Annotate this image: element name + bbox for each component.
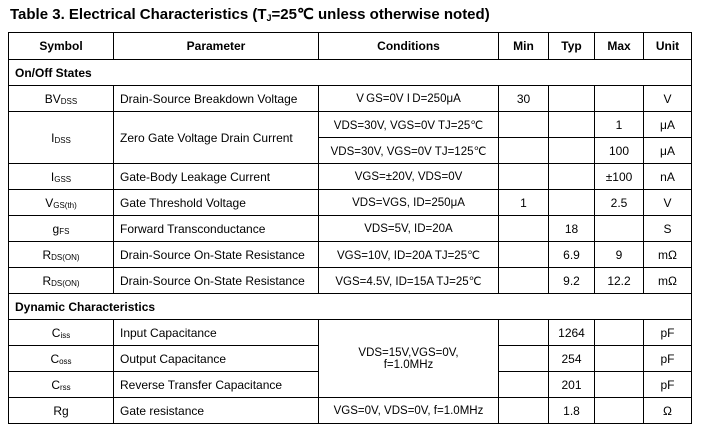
typ-cell: 1264	[549, 320, 595, 346]
max-cell	[595, 346, 644, 372]
conditions-line-1: VDS=15V,VGS=0V,	[358, 346, 459, 359]
table-caption	[10, 5, 490, 23]
typ-cell: 254	[549, 346, 595, 372]
symbol-cell	[9, 190, 114, 216]
conditions-line-2: f=1.0MHz	[383, 358, 434, 371]
min-cell	[499, 320, 549, 346]
typ-cell	[549, 190, 595, 216]
parameter-cell: Gate Threshold Voltage	[114, 190, 319, 216]
table-row-idss-1	[9, 112, 692, 138]
unit-cell: pF	[644, 372, 692, 398]
parameter-cell: Input Capacitance	[114, 320, 319, 346]
unit-cell: S	[644, 216, 692, 242]
table-row-bvdss	[9, 86, 692, 112]
symbol-cell	[9, 372, 114, 398]
unit-cell: pF	[644, 320, 692, 346]
typ-cell	[549, 164, 595, 190]
min-cell	[499, 216, 549, 242]
parameter-cell: Output Capacitance	[114, 346, 319, 372]
conditions-cell: VGS=±20V, VDS=0V	[319, 164, 499, 190]
header-unit: Unit	[644, 33, 692, 60]
typ-cell: 18	[549, 216, 595, 242]
parameter-cell: Gate resistance	[114, 398, 319, 424]
max-cell	[595, 372, 644, 398]
table-row-rg	[9, 398, 692, 424]
max-cell	[595, 320, 644, 346]
conditions-cell: VDS=30V, VGS=0V TJ=125℃	[319, 138, 499, 164]
caption-subscript: J	[266, 13, 272, 23]
unit-cell: V	[644, 190, 692, 216]
table-row-igss	[9, 164, 692, 190]
typ-cell: 9.2	[549, 268, 595, 294]
max-cell	[595, 86, 644, 112]
typ-cell: 6.9	[549, 242, 595, 268]
unit-cell: μA	[644, 112, 692, 138]
symbol-text: C	[50, 351, 60, 366]
typ-cell	[549, 112, 595, 138]
conditions-cell: VDS=VGS, ID=250μA	[319, 190, 499, 216]
conditions-cell: VDS=5V, ID=20A	[319, 216, 499, 242]
symbol-subscript: DSS	[60, 96, 78, 106]
table-row-rdson-1	[9, 242, 692, 268]
table-row-rdson-2	[9, 268, 692, 294]
parameter-cell: Drain-Source Breakdown Voltage	[114, 86, 319, 112]
symbol-text: C	[51, 325, 61, 340]
header-max: Max	[595, 33, 644, 60]
max-cell	[595, 216, 644, 242]
symbol-subscript: DS(ON)	[51, 252, 80, 262]
symbol-cell	[9, 86, 114, 112]
min-cell	[499, 268, 549, 294]
min-cell	[499, 112, 549, 138]
max-cell: 9	[595, 242, 644, 268]
parameter-cell: Drain-Source On-State Resistance	[114, 242, 319, 268]
parameter-cell: Forward Transconductance	[114, 216, 319, 242]
parameter-cell: Drain-Source On-State Resistance	[114, 268, 319, 294]
symbol-subscript: oss	[59, 356, 72, 366]
section-row-onoff	[9, 60, 692, 86]
symbol-subscript: GS(th)	[53, 200, 77, 210]
max-cell: 1	[595, 112, 644, 138]
caption-prefix: Table 3. Electrical Characteristics (T	[10, 6, 267, 23]
symbol-subscript: iss	[60, 330, 71, 340]
symbol-cell	[9, 346, 114, 372]
symbol-subscript: FS	[59, 226, 70, 236]
symbol-cell	[9, 242, 114, 268]
conditions-cell-capacitance	[319, 320, 499, 398]
typ-cell: 201	[549, 372, 595, 398]
min-cell	[499, 346, 549, 372]
conditions-cell: V GS=0V I D=250μA	[319, 86, 499, 112]
max-cell	[595, 398, 644, 424]
section-title-onoff: On/Off States	[9, 60, 692, 86]
min-cell	[499, 372, 549, 398]
max-cell: 12.2	[595, 268, 644, 294]
symbol-subscript: rss	[60, 382, 71, 392]
conditions-cell: VDS=30V, VGS=0V TJ=25℃	[319, 112, 499, 138]
max-cell: 2.5	[595, 190, 644, 216]
unit-cell: Ω	[644, 398, 692, 424]
symbol-cell	[9, 320, 114, 346]
conditions-cell: VGS=4.5V, ID=15A TJ=25℃	[319, 268, 499, 294]
symbol-cell	[9, 164, 114, 190]
parameter-cell: Gate-Body Leakage Current	[114, 164, 319, 190]
caption-suffix: =25℃ unless otherwise noted)	[271, 6, 490, 23]
parameter-cell: Zero Gate Voltage Drain Current	[114, 112, 319, 164]
unit-cell: pF	[644, 346, 692, 372]
min-cell	[499, 242, 549, 268]
unit-cell: mΩ	[644, 242, 692, 268]
symbol-subscript: DS(ON)	[51, 278, 80, 288]
symbol-subscript: GSS	[54, 174, 72, 184]
symbol-cell	[9, 112, 114, 164]
min-cell: 30	[499, 86, 549, 112]
table-row-ciss	[9, 320, 692, 346]
symbol-text: g	[52, 221, 60, 236]
symbol-text: R	[42, 273, 52, 288]
header-conditions: Conditions	[319, 33, 499, 60]
conditions-cell: VGS=10V, ID=20A TJ=25℃	[319, 242, 499, 268]
unit-cell: μA	[644, 138, 692, 164]
min-cell	[499, 164, 549, 190]
symbol-cell	[9, 268, 114, 294]
symbol-text: BV	[44, 91, 61, 106]
conditions-cell: VGS=0V, VDS=0V, f=1.0MHz	[319, 398, 499, 424]
typ-cell	[549, 86, 595, 112]
unit-cell: nA	[644, 164, 692, 190]
symbol-cell	[9, 216, 114, 242]
table-row-vgsth	[9, 190, 692, 216]
unit-cell: mΩ	[644, 268, 692, 294]
header-min: Min	[499, 33, 549, 60]
symbol-text: C	[51, 377, 60, 392]
header-typ: Typ	[549, 33, 595, 60]
table-row-gfs	[9, 216, 692, 242]
symbol-text: I	[51, 130, 55, 145]
symbol-cell: Rg	[9, 398, 114, 424]
unit-cell: V	[644, 86, 692, 112]
section-row-dynamic	[9, 294, 692, 320]
parameter-cell: Reverse Transfer Capacitance	[114, 372, 319, 398]
max-cell: 100	[595, 138, 644, 164]
symbol-text: V	[45, 195, 54, 210]
section-title-dynamic: Dynamic Characteristics	[9, 294, 692, 320]
typ-cell: 1.8	[549, 398, 595, 424]
electrical-characteristics-table	[8, 32, 692, 424]
symbol-text: R	[42, 247, 52, 262]
header-row	[9, 33, 692, 60]
typ-cell	[549, 138, 595, 164]
header-symbol: Symbol	[9, 33, 114, 60]
symbol-subscript: DSS	[54, 135, 71, 145]
min-cell	[499, 138, 549, 164]
symbol-text: I	[50, 169, 55, 184]
header-parameter: Parameter	[114, 33, 319, 60]
max-cell: ±100	[595, 164, 644, 190]
min-cell: 1	[499, 190, 549, 216]
min-cell	[499, 398, 549, 424]
